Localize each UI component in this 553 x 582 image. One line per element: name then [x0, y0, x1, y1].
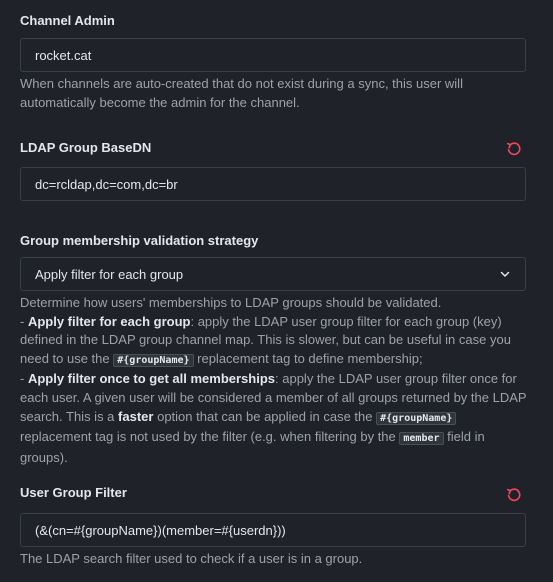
group-basedn-label: LDAP Group BaseDN [20, 140, 152, 155]
user-group-filter-input[interactable] [20, 513, 526, 547]
option-1-text: : apply the LDAP user group filter for each group (key) defined in the LDAP group channel map. This is slower, but can be useful in case you need to use the [20, 313, 511, 366]
user-group-filter-hint: The LDAP search filter used to check if a user is in a group. [20, 551, 363, 566]
reset-icon [506, 487, 522, 503]
channel-admin-input[interactable] [20, 38, 526, 72]
group-basedn-reset-button[interactable] [505, 140, 523, 158]
group-basedn-value: dc=rcldap,dc=com,dc=br [35, 176, 178, 192]
user-group-filter-label: User Group Filter [20, 485, 127, 500]
user-group-filter-value: (&(cn=#{groupName})(member=#{userdn})) [35, 522, 286, 538]
channel-admin-value: rocket.cat [35, 47, 92, 63]
membership-strategy-select[interactable] [20, 257, 526, 291]
option-2-text-4: field in groups). [20, 429, 485, 465]
group-basedn-input[interactable] [20, 167, 526, 201]
reset-icon [506, 141, 522, 157]
group-name-tag: #{groupName} [113, 354, 193, 367]
group-name-tag-2: #{groupName} [376, 412, 456, 425]
option-2-bold: faster [118, 408, 154, 424]
membership-strategy-description: Determine how users' memberships to LDAP groups should be validated. - Apply filter for each group: apply the LDAP user group filter for each group (key) defined in the LDAP group channel map. This is slower, but can be useful in case you need to use the #{groupName} replacement tag to define membership; - Apply filter once to get all memberships: apply the LDAP user group filter once for each user. A given user will be considered a member of all groups returned by the LDAP search. This is a faster option that can be applied in case the #{groupName} replacement tag is not used by the filter (e.g. when filtering by the member field in groups). [20, 295, 527, 465]
option-1-after: replacement tag to define membership; [197, 350, 423, 366]
channel-admin-label: Channel Admin [20, 13, 115, 28]
chevron-down-icon [499, 268, 511, 280]
option-2-text-2: option that can be applied in case the [157, 408, 373, 424]
member-tag: member [399, 432, 443, 445]
channel-admin-hint: When channels are auto-created that do not exist during a sync, this user will automatically become the admin for the channel. [20, 76, 463, 110]
option-2-text: : apply the LDAP user group filter once for each user. A given user will be considered a member of all groups returned by the LDAP search. This is a [20, 371, 527, 424]
membership-strategy-selected: Apply filter for each group [35, 266, 184, 282]
option-2-text-3: replacement tag is not used by the filter (e.g. when filtering by the [20, 429, 396, 445]
user-group-filter-reset-button[interactable] [505, 486, 523, 504]
option-1-title: Apply filter for each group [27, 313, 191, 329]
description-intro: Determine how users' memberships to LDAP groups should be validated. [20, 295, 442, 310]
option-2-title: Apply filter once to get all memberships [27, 371, 276, 387]
membership-strategy-label: Group membership validation strategy [20, 233, 259, 248]
